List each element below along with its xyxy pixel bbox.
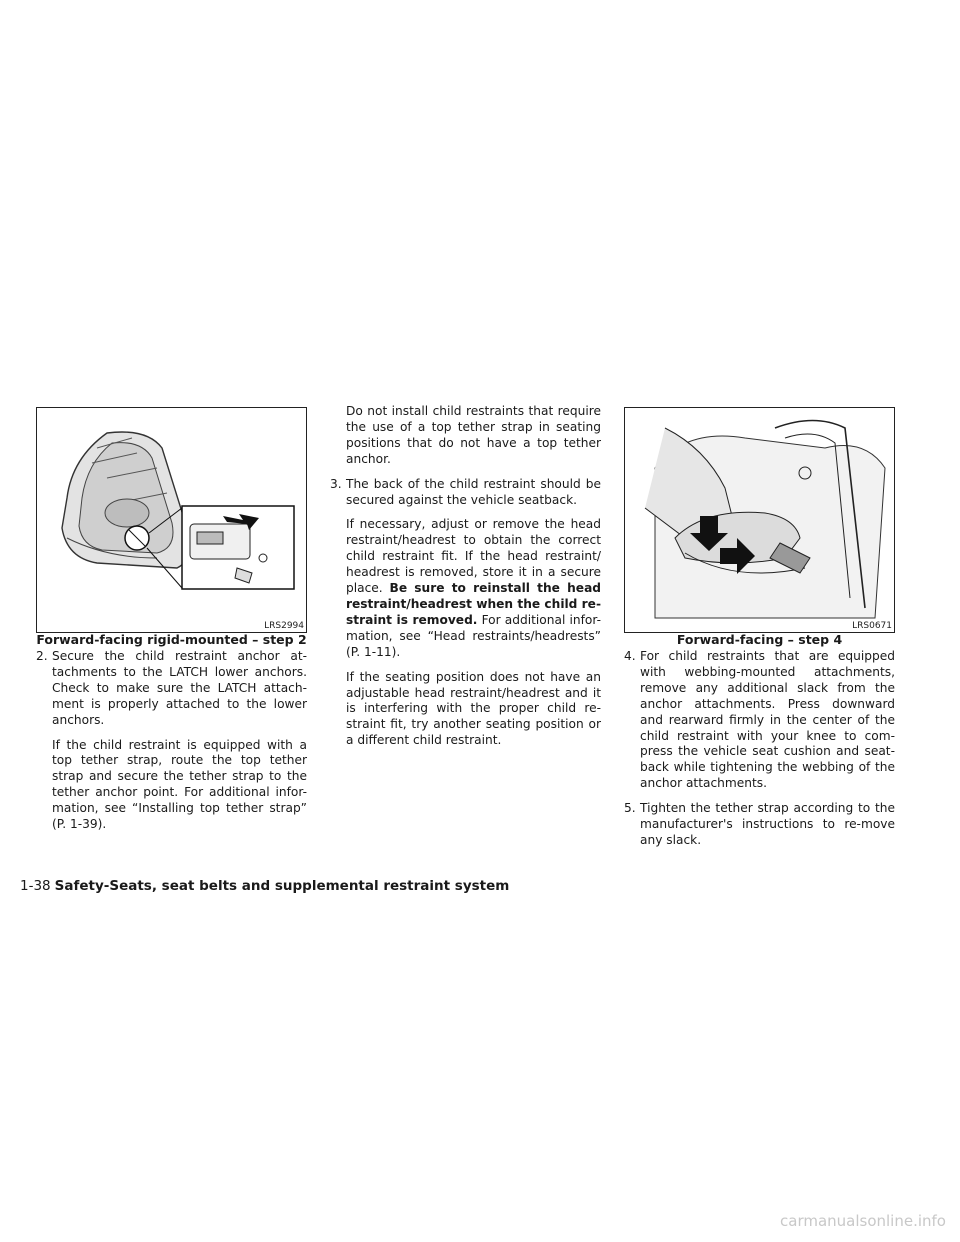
paragraph: Do not install child restraints that require the use of a top tether strap in seating positions that do not have a top tether anchor.: [346, 404, 601, 466]
text: If necessary, adjust or remove the head restraint/headrest to obtain the correct child restraint fit. If the head restraint/ headrest is removed, store it in a secure place.: [346, 517, 601, 596]
step-4: [624, 649, 895, 792]
paragraph: If the child restraint is equipped with a top tether strap, route the top tether strap and secure the tether strap to the tether anchor point. For additional infor-mation, see “Installing top tether strap” (P. 1-39).: [52, 737, 307, 832]
step-number: 2.: [36, 649, 48, 663]
step-2: [36, 649, 307, 729]
figure-tether-press: [624, 407, 895, 633]
figure-code: LRS2994: [264, 621, 304, 631]
knee-press-illustration: [625, 408, 894, 632]
warning-text: Be sure to reinstall the head restraint/headrest when the child re-straint is removed.: [346, 581, 602, 627]
figure-child-seat-latch: [36, 407, 307, 633]
step-number: 3.: [330, 476, 342, 491]
paragraph-headrest: [330, 517, 601, 660]
step-number: 4.: [624, 649, 636, 663]
figure-caption: Forward-facing rigid-mounted – step 2: [36, 632, 307, 647]
figure-caption: Forward-facing – step 4: [676, 632, 843, 647]
step-text: The back of the child restraint should be secured against the vehicle seatback.: [346, 476, 601, 507]
step-3: [330, 477, 601, 509]
section-title: Safety-Seats, seat belts and supplemental restraint system: [54, 878, 510, 894]
text: For additional infor-mation, see “Head restraints/headrests” (P. 1-11).: [346, 612, 601, 659]
step-text: Secure the child restraint anchor at-tachments to the LATCH lower anchors. Check to make sure the LATCH attach-ment is properly attached to the lower anchors.: [52, 649, 307, 727]
text-column-1: [36, 649, 307, 842]
text-column-3: [624, 649, 895, 858]
paragraph: If the seating position does not have an adjustable head restraint/headrest and it is interfering with the proper child re-straint fit, try another seating position or a different child restraint.: [346, 669, 601, 748]
step-text: For child restraints that are equipped with webbing-mounted attachments, remove any additional slack from the anchor attachments. Press downward and rearward firmly in the center of the child restraint with your knee to com-press the vehicle seat cushion and seat-back while tightening the webbing of the anchor attachments.: [640, 649, 895, 791]
page-number: 1-38: [20, 878, 51, 894]
text-column-2: [330, 404, 601, 758]
step-text: Tighten the tether strap according to the manufacturer's instructions to re-move any slack.: [640, 801, 895, 847]
step-5: [624, 801, 895, 849]
page-footer: [20, 878, 509, 894]
child-seat-illustration: [37, 408, 306, 632]
step-number: 5.: [624, 801, 636, 816]
figure-code: LRS0671: [852, 621, 892, 631]
watermark: carmanualsonline.info: [780, 1212, 946, 1230]
